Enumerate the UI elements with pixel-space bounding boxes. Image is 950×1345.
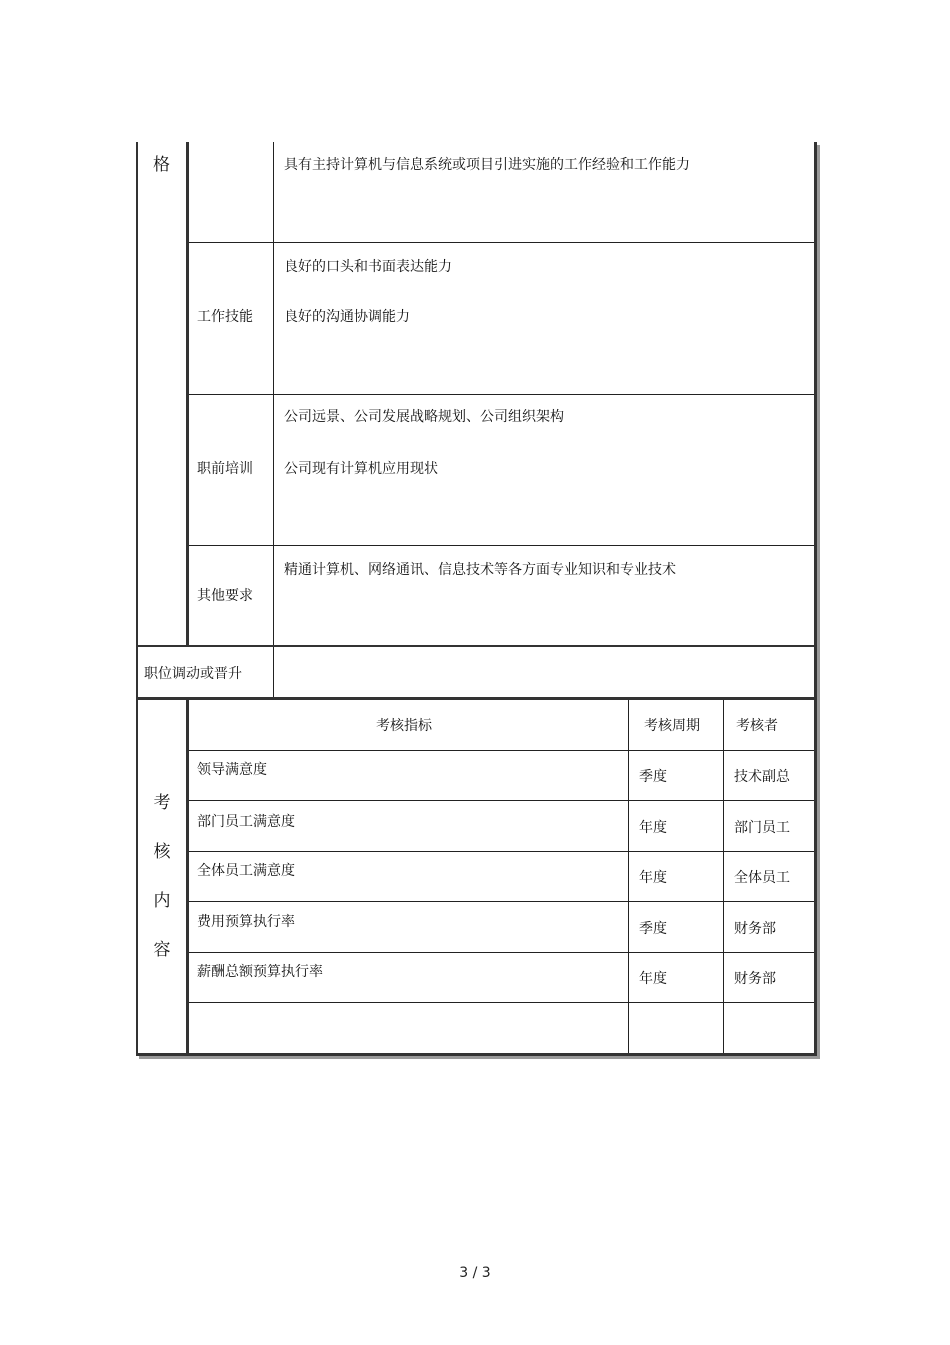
header-indicator: 考核指标	[376, 718, 432, 734]
period-cell: 年度	[639, 820, 667, 836]
section-divider	[186, 700, 189, 1053]
requirement-text: 精通计算机、网络通讯、信息技术等各方面专业知识和专业技术	[284, 562, 676, 578]
requirement-text: 公司远景、公司发展战略规划、公司组织架构	[284, 409, 564, 425]
requirement-text: 良好的口头和书面表达能力	[284, 259, 452, 275]
requirement-text: 良好的沟通协调能力	[284, 309, 410, 325]
row-label-training: 职前培训	[197, 461, 253, 477]
requirement-text: 具有主持计算机与信息系统或项目引进实施的工作经验和工作能力	[284, 157, 690, 173]
row-divider	[189, 242, 814, 243]
row-label-skills: 工作技能	[197, 309, 253, 325]
assessor-cell: 财务部	[734, 971, 776, 987]
job-description-table	[136, 142, 817, 1056]
column-divider	[628, 700, 629, 1053]
label-divider	[273, 647, 274, 698]
section-title-char: 考	[153, 793, 171, 813]
row-divider	[189, 952, 814, 953]
indicator-cell: 全体员工满意度	[197, 863, 295, 879]
section-divider	[138, 645, 814, 647]
assessor-cell: 财务部	[734, 921, 776, 937]
period-cell: 年度	[639, 971, 667, 987]
period-cell: 年度	[639, 870, 667, 886]
promotion-label: 职位调动或晋升	[144, 666, 242, 682]
row-divider	[189, 394, 814, 395]
row-divider	[189, 1002, 814, 1003]
row-divider	[189, 901, 814, 902]
column-divider	[723, 700, 724, 1053]
requirement-text: 公司现有计算机应用现状	[284, 461, 438, 477]
row-divider	[189, 851, 814, 852]
header-period: 考核周期	[644, 718, 700, 734]
header-assessor: 考核者	[736, 718, 778, 734]
page-number: 3 / 3	[459, 1265, 491, 1281]
row-divider	[189, 545, 814, 546]
section-title-char: 格	[153, 155, 170, 175]
section-title-char: 容	[153, 940, 171, 960]
assessor-cell: 全体员工	[734, 870, 790, 886]
section-title-char: 核	[153, 842, 171, 862]
indicator-cell: 领导满意度	[197, 762, 267, 778]
period-cell: 季度	[639, 921, 667, 937]
section-divider	[138, 697, 814, 700]
row-label-other: 其他要求	[197, 588, 253, 604]
period-cell: 季度	[639, 769, 667, 785]
indicator-cell: 薪酬总额预算执行率	[197, 964, 323, 980]
row-divider	[189, 800, 814, 801]
indicator-cell: 费用预算执行率	[197, 914, 295, 930]
row-divider	[189, 750, 814, 751]
assessor-cell: 技术副总	[734, 769, 790, 785]
indicator-cell: 部门员工满意度	[197, 814, 295, 830]
assessor-cell: 部门员工	[734, 820, 790, 836]
section-title-char: 内	[153, 891, 171, 911]
